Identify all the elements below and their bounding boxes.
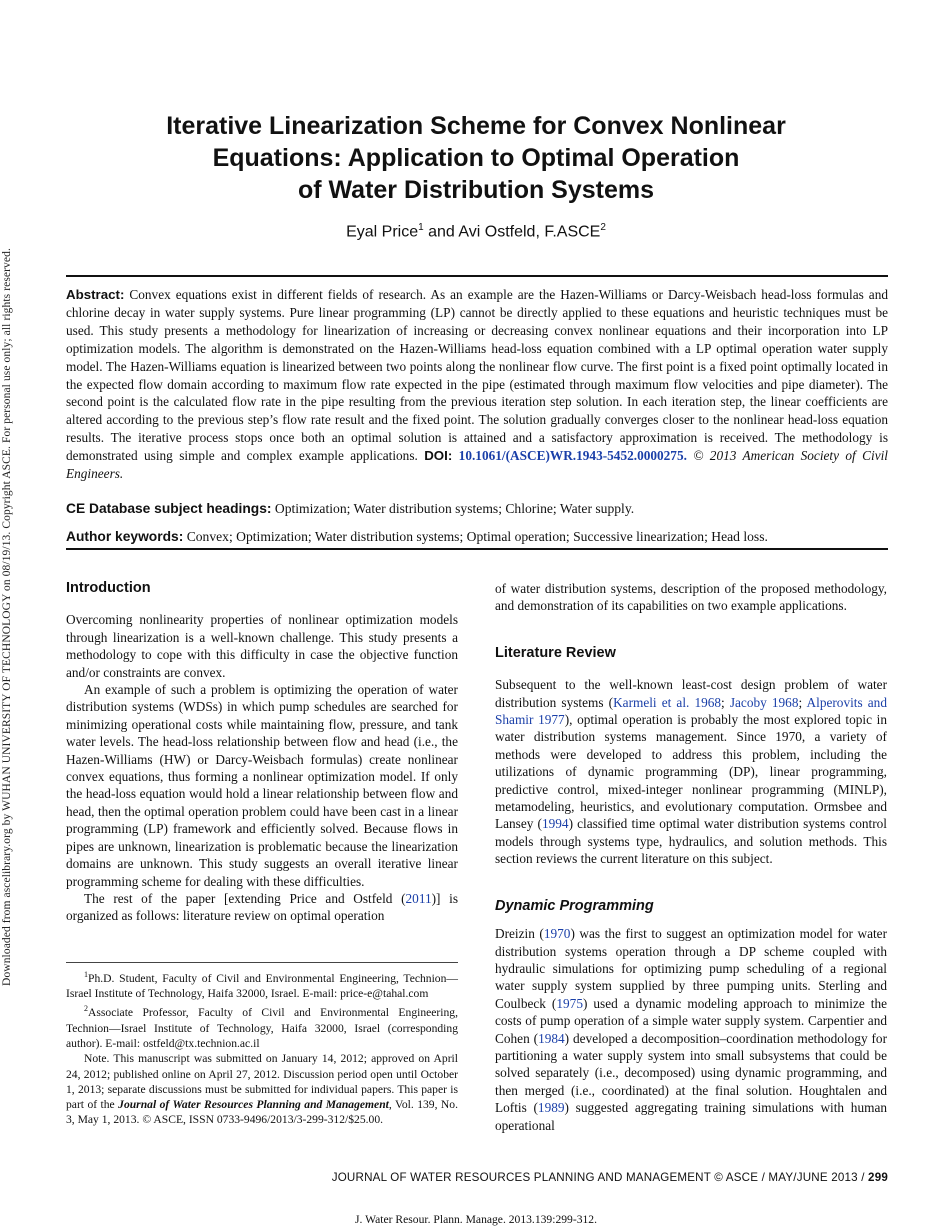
title-line: of Water Distribution Systems [297,176,655,204]
literature-heading: Literature Review [495,644,616,661]
paper-title [60,110,892,206]
keywords-label: Author keywords: [66,529,184,544]
dp-text: Dreizin ( [495,926,544,942]
author-keywords [66,528,888,546]
citation-link[interactable]: 1975 [556,995,583,1011]
footnote-marker: 1 [84,970,88,979]
footnote-marker: 2 [84,1004,88,1014]
page-number: 299 [868,1171,888,1184]
lit-text: ) classified time optimal water distribution systems control models through systems type, hydraulics, and solution methods. This section reviews the current literature on this subject. [495,816,887,867]
footer-journal: JOURNAL OF WATER RESOURCES PLANNING AND MANAGEMENT © ASCE / MAY/JUNE 2013 / [331,1171,869,1184]
manuscript-note [66,1051,458,1127]
ce-headings-label: CE Database subject headings: [66,501,272,516]
page-footer [66,1171,888,1184]
citation-link[interactable]: 1994 [541,816,569,832]
ce-headings [66,500,888,518]
lit-text: ; [721,694,730,710]
dp-text: ) used a dynamic modeling approach to minimize the costs of pump operation of a simple water supply system. Carpentier and Cohen ( [495,995,887,1046]
citation-link[interactable]: 1984 [538,1030,565,1046]
left-column [66,580,458,925]
author-sup: 2 [600,222,606,233]
intro-heading: Introduction [66,580,151,596]
dp-paragraph [495,925,887,1134]
abstract-bottom-rule [66,548,888,550]
dp-heading: Dynamic Programming [495,897,654,914]
lit-text: ), optimal operation is probably the most explored topic in water distribution systems management. Since 1970, a variety of methods were developed to address this problem, including the utilizations of dynamic programming (DP), linear programming, predictive control, mixed-integer nonlinear programming (MINLP), metamodeling, heuristics, and evolutionary computation. Ormsbee and Lansey ( [495,712,887,832]
intro-text: )] is organized as follows: literature review on optimal operation [66,890,458,924]
footnote-rule [66,962,458,963]
copyright-text: © 2013 American Society of Civil Engineers. [66,448,888,482]
author-name: Avi Ostfeld, F.ASCE [458,223,601,241]
note-text: Note. This manuscript was submitted on January 14, 2012; approved on April 24, 2012; published online on April 27, 2012. Discussion period open until October 1, 2013; separate discussions must be submitted for individual papers. This paper is part of the [66,1052,458,1112]
literature-paragraph [495,676,887,867]
lit-text: ; [798,694,807,710]
citation-line: J. Water Resour. Plann. Manage. 2013.139:299-312. [355,1213,597,1226]
ce-headings-text: Optimization; Water distribution systems; Chlorine; Water supply. [271,501,635,516]
citation-link[interactable]: 1989 [537,1100,565,1116]
footnote [66,1001,458,1051]
right-column [495,580,887,1134]
footnote-text: Ph.D. Student, Faculty of Civil and Environmental Engineering, Technion—Israel Institute of Technology, Haifa 32000, Israel. E-mail: price-e@tahal.com [66,971,458,1001]
dp-text: ) suggested aggregating training simulations with human operational [495,1100,887,1133]
journal-name: Journal of Water Resources Planning and Management [118,1098,389,1112]
author-sup: 1 [418,222,424,233]
footnotes [66,967,458,1128]
abstract-label: Abstract: [66,287,125,302]
footnote-text: Associate Professor, Faculty of Civil and Environmental Engineering, Technion—Israel Institute of Technology, Haifa 32000, Israel (corresponding author). E-mail: ostfeld@tx.technion.ac.il [66,1006,458,1050]
citation-link[interactable]: Karmeli et al. 1968 [613,694,722,710]
citation-link[interactable]: 2011 [405,890,432,906]
doi-link[interactable]: 10.1061/(ASCE)WR.1943-5452.0000275. [458,448,687,464]
dp-text: ) developed a decomposition–coordination methodology for partitioning a water supply system into small subsystems that could be solved separately (i.e., decomposed) using dynamic programming, and then merged (i.e., coordinated) at the final solution. Houghtalen and Loftis ( [495,1030,888,1116]
authors [60,222,892,241]
dp-text: ) was the first to suggest an optimization model for water distribution systems operation through a DP scheme coupled with hydraulic simulations for optimizing pump scheduling of a regional water supply system supplied by three pumping units. Sterling and Coulbeck ( [495,926,888,1011]
footnote [66,967,458,1001]
citation-link[interactable]: Alperovits and Shamir 1977 [495,694,887,728]
abstract-text: Convex equations exist in different fields of research. As an example are the Hazen-Williams or Darcy-Weisbach head-loss formulas and chlorine decay in water supply systems. Pure linear programming (LP) cannot be directly applied to these equations and heuristic techniques must be used. This study presents a methodology for linearization of increasing or decreasing convex nonlinear equations and their incorporation into LP optimization models. The algorithm is demonstrated on the Hazen-Williams head-loss equation combined with a LP optimal operation water supply model. The Hazen-Williams equation is linearized between two points along the nonlinear flow curve. The first point is a fixed point optimally located in the expected flow domain according to maximum flow rate expected in the pipe (estimated through maximum flow velocities and pipe diameter). The second point is the calculated flow rate in the pipe resulting from the previous iteration step solution. In each iteration step, the linear coefficients are altered according to the previous step’s flow rate result and the fixed point. The solution gradually converges closer to the nonlinear head-loss equation results. The iterative process stops once both an optimal solution is attained and a satisfactory approximation is received. The methodology is demonstrated using simple and complex example applications. [66,287,888,464]
download-watermark: Downloaded from ascelibrary.org by WUHAN UNIVERSITY OF TECHNOLOGY on 08/19/13. Copyright ASCE. For personal use only; all rights reserved. [1,248,13,986]
keywords-text: Convex; Optimization; Water distribution systems; Optimal operation; Successive linearization; Head loss. [183,529,768,544]
author-name: Eyal Price [346,223,419,241]
title-line: Iterative Linearization Scheme for Convex Nonlinear [166,112,786,140]
intro-paragraph: An example of such a problem is optimizing the operation of water distribution systems (WDSs) in which pump schedules are searched for minimizing operational costs while maintaining flow, pressure, and tank water levels. The head-loss relationship between flow and head (i.e., the Hazen-Williams (HW) or Darcy-Weisbach formulas) create nonlinear convex equations, thus forming a nonlinear optimization model. If only the head-loss equation would hold a linear relationship between flow and head, then the optimal operation problem could have been cast in a linear programming (LP) framework and efficiently solved. Because flows in pipes are unknown, linearization is problematic because the linearization domains are unknown. This study suggests an overall iterative linear programming scheme for dealing with these difficulties. [66,682,458,889]
intro-continued: of water distribution systems, description of the proposed methodology, and demonstration of its capabilities on two example applications. [495,581,887,614]
abstract [66,286,888,483]
lit-text: Subsequent to the well-known least-cost design problem of water distribution systems ( [495,677,887,710]
citation-link[interactable]: 1970 [543,926,571,942]
intro-text: The rest of the paper [extending Price and Ostfeld ( [84,890,406,906]
author-conjunction: and [423,223,459,241]
title-line: Equations: Application to Optimal Operation [212,144,740,172]
note-text: , Vol. 139, No. 3, May 1, 2013. © ASCE, ISSN 0733-9496/2013/3-299-312/$25.00. [66,1098,458,1127]
intro-paragraph [66,890,458,925]
intro-paragraph: Overcoming nonlinearity properties of nonlinear optimization models through linearization is a well-known challenge. This study presents a methodology to cope with this difficulty in case the objective function and/or constraints are convex. [66,612,458,680]
citation-link[interactable]: Jacoby 1968 [729,694,799,710]
abstract-top-rule [66,275,888,277]
doi-label: DOI: [424,448,453,464]
